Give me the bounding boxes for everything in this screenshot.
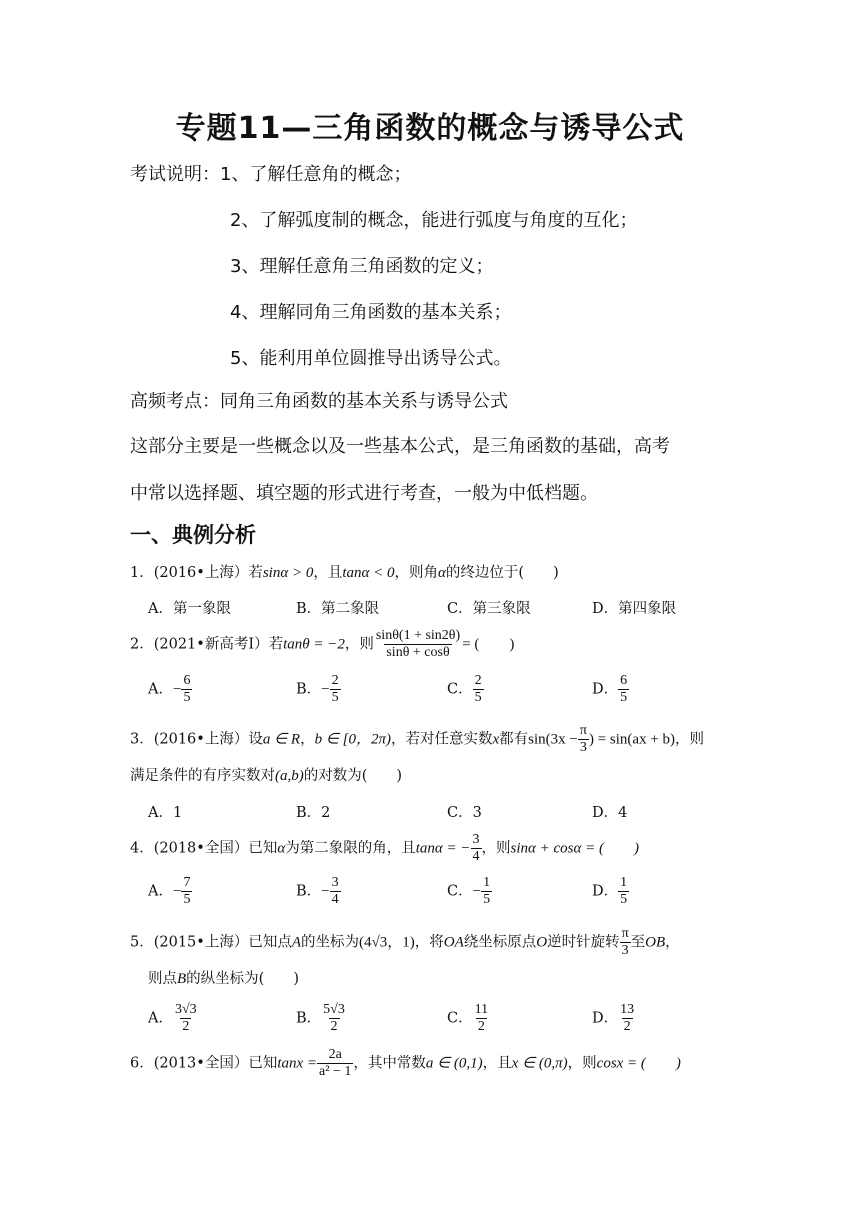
fraction-denominator: 5 [183, 690, 191, 705]
fraction-numerator: 6 [620, 673, 628, 688]
question-text: 至 [630, 934, 646, 951]
fraction [618, 1002, 636, 1035]
section-heading: 一、典例分析 [130, 523, 256, 547]
fraction-numerator: sinθ(1 + sin2θ) [375, 628, 461, 643]
option-label: D． [592, 681, 619, 698]
fraction [618, 875, 629, 908]
fraction-numerator: 13 [620, 1002, 635, 1017]
option-c[interactable] [447, 673, 484, 706]
math-expr: tanx = [277, 1055, 318, 1072]
question-text: 5．(2015•上海）已知点 [130, 934, 292, 951]
option-label: C． [447, 883, 473, 900]
math-expr: a ∈ R [262, 731, 301, 748]
fraction-denominator: 5 [620, 690, 628, 705]
exam-desc-item: 2、了解弧度制的概念，能进行弧度与角度的互化； [230, 210, 638, 231]
option-label: A． [148, 883, 173, 900]
question-text: ，其中常数 [353, 1055, 426, 1072]
fraction-numerator: 6 [183, 673, 191, 688]
exam-desc-item: 3、理解任意角三角函数的定义； [230, 256, 494, 277]
option-label: B． [296, 681, 322, 698]
math-expr: α [277, 840, 286, 857]
question-text: ，则 [567, 1055, 597, 1072]
math-expr: O [536, 934, 548, 951]
option-d[interactable] [592, 1002, 636, 1035]
exam-desc-item: 1、了解任意角的概念； [220, 164, 412, 185]
fraction-denominator: 2 [623, 1019, 631, 1034]
question-text: 的坐标为 [301, 934, 360, 951]
option-sign: − [172, 883, 182, 900]
math-expr: tanα = − [415, 840, 471, 857]
question-1 [130, 561, 559, 582]
fraction-denominator: 3 [579, 740, 587, 755]
question-2 [130, 628, 514, 661]
fraction [578, 723, 589, 756]
question-text: = ( ) [462, 636, 515, 653]
option-a[interactable] [148, 673, 192, 706]
fraction-denominator: 5 [474, 690, 482, 705]
fraction [374, 628, 462, 661]
fraction-numerator: 3√3 [174, 1002, 197, 1017]
question-text: ，则 [481, 840, 511, 857]
fraction-numerator: π [579, 723, 587, 738]
paragraph-line: 中常以选择题、填空题的形式进行考查，一般为中低档题。 [130, 483, 598, 504]
fraction-denominator: sinθ + cosθ [386, 645, 450, 660]
question-text: ，则 [675, 731, 705, 748]
question-text: ， [300, 731, 315, 748]
option-c[interactable]: C．第三象限 [447, 601, 531, 617]
option-b[interactable] [296, 1002, 347, 1035]
math-expr: x [492, 731, 500, 748]
fraction-denominator: 5 [331, 690, 339, 705]
math-expr: b ∈ [0，2π) [314, 731, 391, 748]
question-3 [130, 723, 704, 756]
option-label: A． [148, 1010, 173, 1027]
option-a[interactable]: A．第一象限 [148, 601, 231, 617]
option-c[interactable] [447, 1002, 490, 1035]
fraction [473, 673, 484, 706]
option-d[interactable] [592, 673, 629, 706]
question-4 [130, 832, 639, 865]
option-d[interactable]: D．第四象限 [592, 601, 677, 617]
option-label: B． [296, 883, 322, 900]
question-text: 的终边位于( ) [445, 565, 559, 581]
question-text: 逆时针旋转 [547, 934, 620, 951]
option-d[interactable]: D．4 [592, 805, 628, 821]
option-label: C． [447, 1010, 473, 1027]
paragraph-line: 这部分主要是一些概念以及一些基本公式，是三角函数的基础，高考 [130, 436, 670, 457]
fraction-numerator: 1 [483, 875, 491, 890]
question-text: 满足条件的有序实数对 [130, 768, 275, 784]
fraction-numerator: 3 [472, 832, 480, 847]
math-expr: (a,b) [275, 768, 304, 784]
exam-desc-line-1 [130, 160, 411, 186]
option-sign: − [321, 681, 330, 698]
fraction [173, 1002, 199, 1035]
fraction-denominator: 5 [483, 892, 491, 907]
question-text: ， [665, 934, 680, 951]
fraction-numerator: 5√3 [323, 1002, 345, 1017]
exam-desc-item: 4、理解同角三角函数的基本关系； [230, 302, 512, 323]
option-label: D． [592, 883, 619, 900]
fraction-denominator: a² − 1 [319, 1064, 352, 1079]
fraction [473, 1002, 490, 1035]
question-text: 1．(2016•上海）若 [130, 565, 263, 581]
math-expr: sinα + cosα = ( ) [510, 840, 639, 857]
fraction [330, 875, 341, 908]
question-text: 的对数为( ) [303, 768, 403, 784]
fraction [481, 875, 492, 908]
question-text: 6．(2013•全国）已知 [130, 1055, 278, 1072]
math-expr: OA [443, 934, 464, 951]
math-expr: cosx = ( ) [596, 1055, 681, 1072]
math-expr: ) = sin(ax + b) [588, 731, 676, 748]
fraction-numerator: π [621, 926, 629, 941]
fraction-denominator: 2 [330, 1019, 338, 1034]
math-expr: OB [645, 934, 666, 951]
fraction-denominator: 4 [331, 892, 339, 907]
fraction-denominator: 5 [183, 892, 191, 907]
math-expr: sin(3x − [528, 731, 578, 748]
question-text: 2．(2021•新高考Ⅰ）若 [130, 636, 284, 653]
option-label: C． [447, 681, 473, 698]
option-b[interactable]: B．2 [296, 805, 331, 821]
question-text: ，且 [482, 1055, 512, 1072]
fraction [618, 673, 629, 706]
question-text: ，则 [344, 636, 374, 653]
math-expr: tanθ = −2 [283, 636, 345, 653]
question-text: 的纵坐标为( ) [186, 971, 299, 987]
question-text: 都有 [499, 731, 529, 748]
question-3-line-2 [130, 764, 402, 785]
question-text: ，且 [313, 565, 343, 581]
option-label: A． [148, 681, 173, 698]
fraction [181, 673, 192, 706]
fraction-denominator: 2 [477, 1019, 485, 1034]
question-6 [130, 1047, 681, 1080]
question-text: 则点 [148, 971, 177, 987]
math-expr: x ∈ (0,π) [511, 1055, 568, 1072]
option-c[interactable] [447, 875, 492, 908]
question-5 [130, 926, 680, 959]
option-a[interactable] [148, 1002, 199, 1035]
fraction-denominator: 2 [182, 1019, 190, 1034]
math-expr: a ∈ (0,1) [425, 1055, 483, 1072]
fraction-denominator: 3 [621, 943, 629, 958]
fraction-numerator: 1 [620, 875, 628, 890]
page-title: 专题11—三角函数的概念与诱导公式 [175, 111, 685, 146]
math-expr: (4√3，1) [359, 934, 415, 951]
option-b[interactable] [296, 673, 341, 706]
fraction-numerator: 3 [331, 875, 339, 890]
exam-desc-item: 5、能利用单位圆推导出诱导公式。 [230, 348, 512, 369]
math-expr: α [438, 565, 446, 581]
fraction-numerator: 11 [474, 1002, 489, 1017]
fraction [471, 832, 482, 865]
fraction [321, 1002, 347, 1035]
question-text: 绕坐标原点 [463, 934, 537, 951]
option-sign: − [172, 681, 182, 698]
option-label: D． [592, 1010, 619, 1027]
fraction-numerator: 7 [183, 875, 191, 890]
question-5-line-2 [148, 967, 299, 988]
fraction [620, 926, 631, 959]
fraction-numerator: 2 [474, 673, 482, 688]
option-sign: − [321, 883, 330, 900]
fraction-denominator: 4 [472, 849, 480, 864]
math-expr: tanα < 0 [342, 565, 395, 581]
option-a[interactable] [148, 875, 192, 908]
option-b[interactable] [296, 875, 341, 908]
fraction-numerator: 2a [328, 1047, 342, 1062]
fraction [317, 1047, 353, 1080]
question-text: 3．(2016•上海）设 [130, 731, 263, 748]
option-d[interactable] [592, 875, 629, 908]
question-text: 4．(2018•全国）已知 [130, 840, 278, 857]
option-sign: − [472, 883, 482, 900]
question-text: ，将 [414, 934, 444, 951]
math-expr: sinα > 0 [262, 565, 314, 581]
math-expr: B [177, 971, 187, 987]
question-text: ，则角 [394, 565, 439, 581]
exam-desc-label: 考试说明： [130, 164, 220, 185]
math-expr: A [291, 934, 302, 951]
fraction [330, 673, 341, 706]
option-label: B． [296, 1010, 322, 1027]
fraction [181, 875, 192, 908]
high-frequency-point: 高频考点：同角三角函数的基本关系与诱导公式 [130, 391, 508, 412]
option-b[interactable]: B．第二象限 [296, 601, 380, 617]
option-c[interactable]: C．3 [447, 805, 482, 821]
fraction-denominator: 5 [620, 892, 628, 907]
fraction-numerator: 2 [331, 673, 339, 688]
question-text: 为第二象限的角，且 [285, 840, 416, 857]
option-a[interactable]: A．1 [148, 805, 183, 821]
question-text: ，若对任意实数 [391, 731, 493, 748]
